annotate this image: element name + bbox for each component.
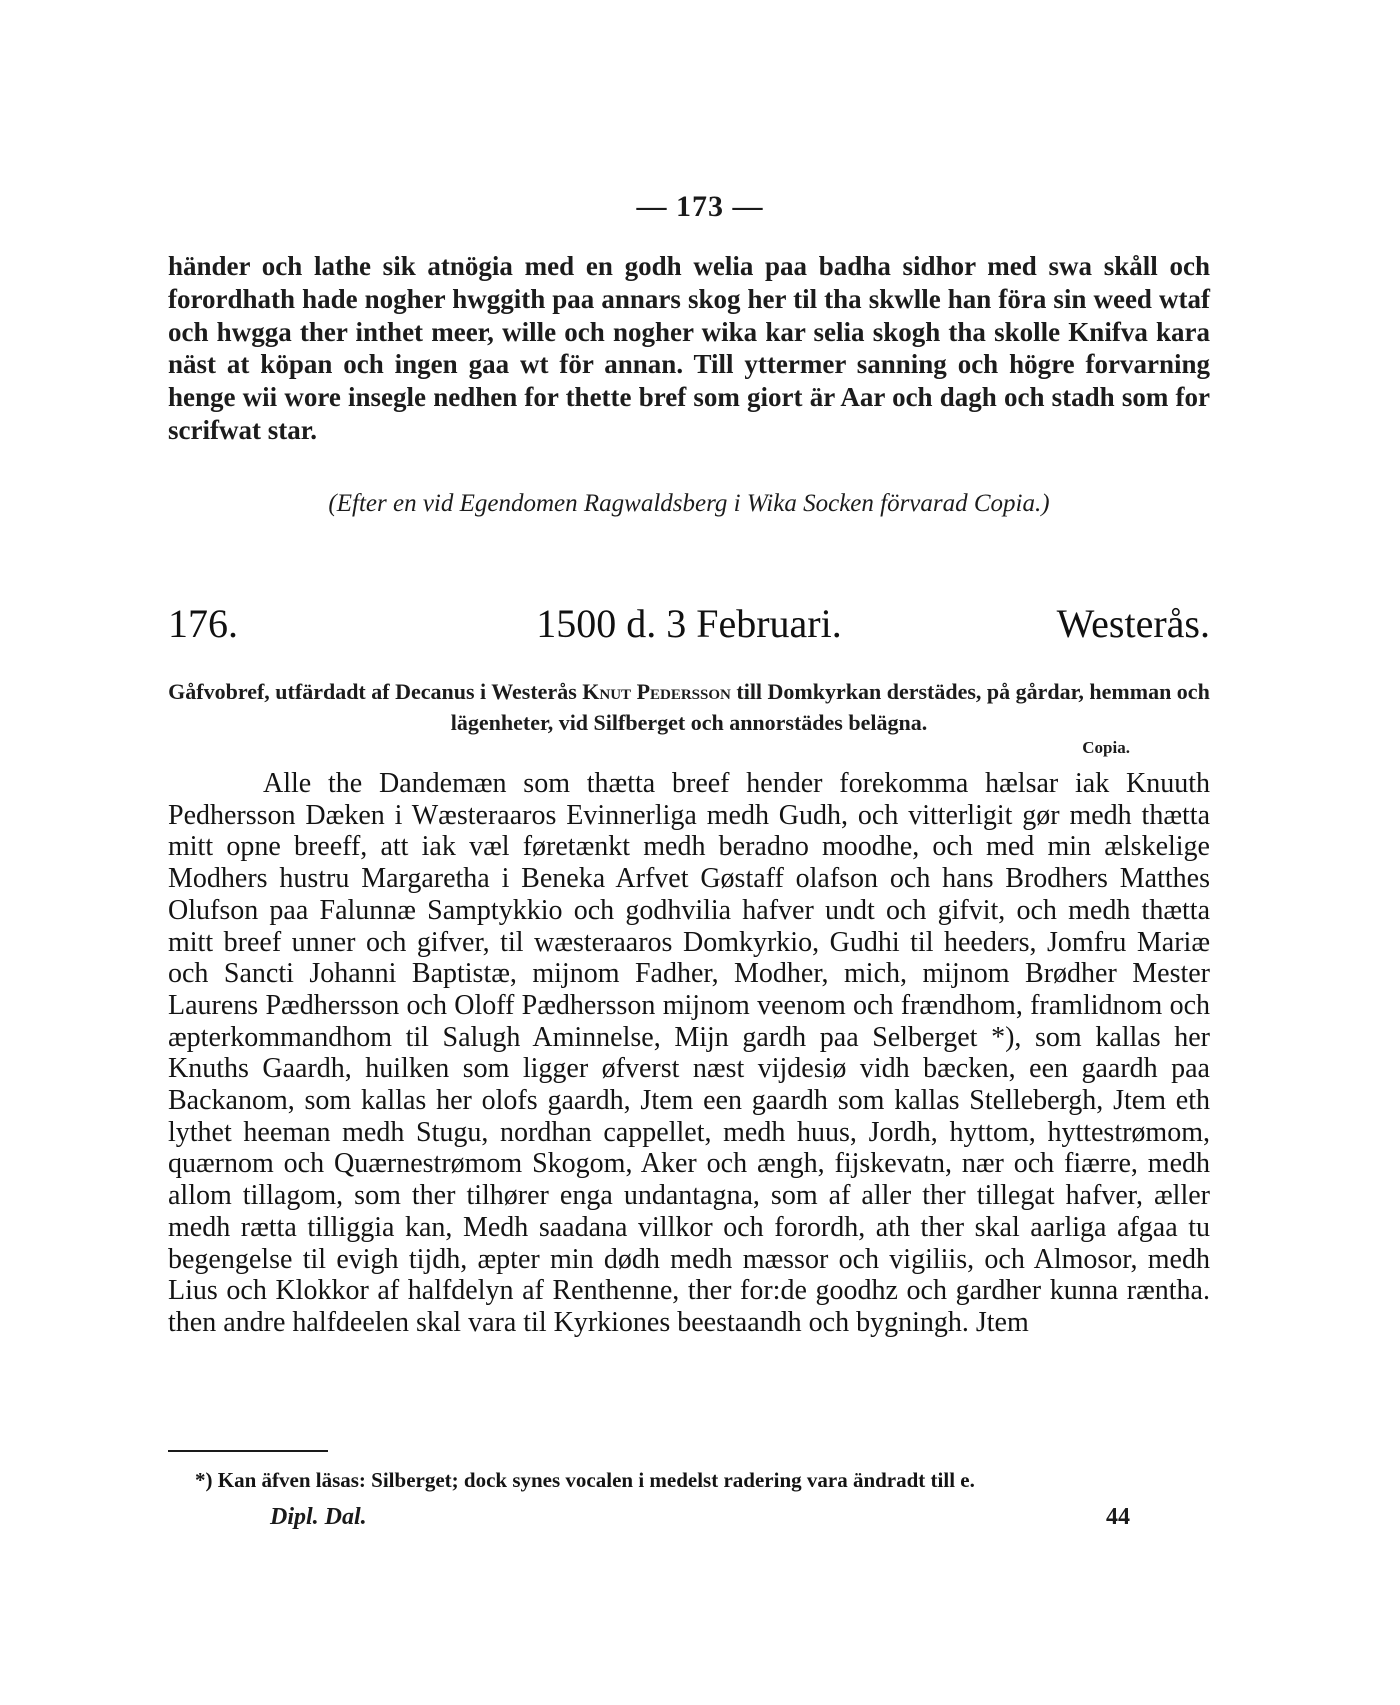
sheet-mark: 44 xyxy=(1106,1504,1130,1530)
footnote: *) Kan äfven läsas: Silberget; dock synes vocalen i medelst radering vara ändradt till e. xyxy=(195,1468,975,1492)
source-note: (Efter en vid Egendomen Ragwaldsberg i Wika Socken förvarad Copia.) xyxy=(328,490,1050,517)
signature-reference: Dipl. Dal. xyxy=(270,1504,367,1530)
body-paragraph: Alle the Dandemæn som thætta breef hender forekomma hælsar iak Knuuth Pedhersson Dæken i Wæsteraaros Evinnerliga medh Gudh, och vitterligit gør medh thætta mitt opne breeff, att iak væl føretænkt medh beradno moodhe, och med min ælskelige Modhers hustru Margaretha i Beneka Arfvet Gøstaff olafson och hans Brodhers Matthes Olufson paa Falunnæ Samptykkio och godhvilia hafver undt och gifvit, och medh thætta mitt breef unner och gifver, til wæsteraaros Domkyrkio, Gudhi til heeders, Jomfru Mariæ och Sancti Johanni Baptistæ, mijnom Fadher, Modher, mich, mijnom Brødher Mester Laurens Pædhersson och Oloff Pædhersson mijnom veenom och frændhom, framlidnom och æpterkommandhom til Salugh Aminnelse, Mijn gardh paa Selberget *), som kallas her Knuths Gaardh, huilken som ligger øfverst næst vijdesiø vidh bæcken, een gaardh paa Backanom, som kallas her olofs gaardh, Jtem een gaardh som kallas Stellebergh, Jtem eth lythet heeman medh Stugu, nordhan cappellet, medh huus, Jordh, hyttom, hyttestrømom, quærnom och Quærnestrømom Skogom, Aker och ængh, fijskevatn, nær och fiærre, medh allom tillagom, som ther tilhører enga undantagna, som af aller ther tillegat hafver, æller medh rætta tilliggia kan, Medh saadana villkor och forordh, ath ther skal aarliga afgaa tu begengelse til evigh tijdh, æpter min dødh medh mæssor och vigiliis, och Almosor, medh Lius och Klokkor af halfdelyn af Renthenne, ther for:de goodhz och gardher kunna ræntha. then andre halfdeelen skal vara til Kyrkiones beestaandh och bygningh. Jtem xyxy=(168,768,1210,1338)
summary-text-after: till Domkyrkan derstädes, på gårdar, hemman och lägenheter, vid Silfberget och annorstädes belägna. xyxy=(450,679,1210,735)
printer-signature-line xyxy=(270,1504,1160,1538)
continuation-paragraph: händer och lathe sik atnögia med en godh welia paa badha sidhor med swa skåll och forordhath hade nogher hwggith paa annars skog her til tha skwlle han föra sin weed wtaf och hwgga ther inthet meer, wille och nogher wika kar selia skogh tha skolle Knifva kara näst at köpan och ingen gaa wt för annan. Till yttermer sanning och högre forvarning henge wii wore insegle nedhen for thette bref som giort är Aar och dagh och stadh som for scrifwat star. xyxy=(168,251,1210,445)
copy-label: Copia. xyxy=(1082,738,1130,757)
document-body xyxy=(168,768,1210,1339)
summary-person-name: Knut Pedersson xyxy=(582,679,731,704)
previous-document-conclusion xyxy=(168,250,1210,447)
document-place: Westerås. xyxy=(1056,601,1210,646)
page-number: — 173 — xyxy=(636,190,764,223)
summary-text-before: Gåfvobref, utfärdadt af Decanus i Westerås xyxy=(168,679,577,704)
document-date: 1500 d. 3 Februari. xyxy=(536,601,842,646)
document-number: 176. xyxy=(168,601,238,646)
document-summary xyxy=(168,676,1210,738)
footnote-divider xyxy=(168,1450,328,1452)
document-header xyxy=(168,600,1210,650)
